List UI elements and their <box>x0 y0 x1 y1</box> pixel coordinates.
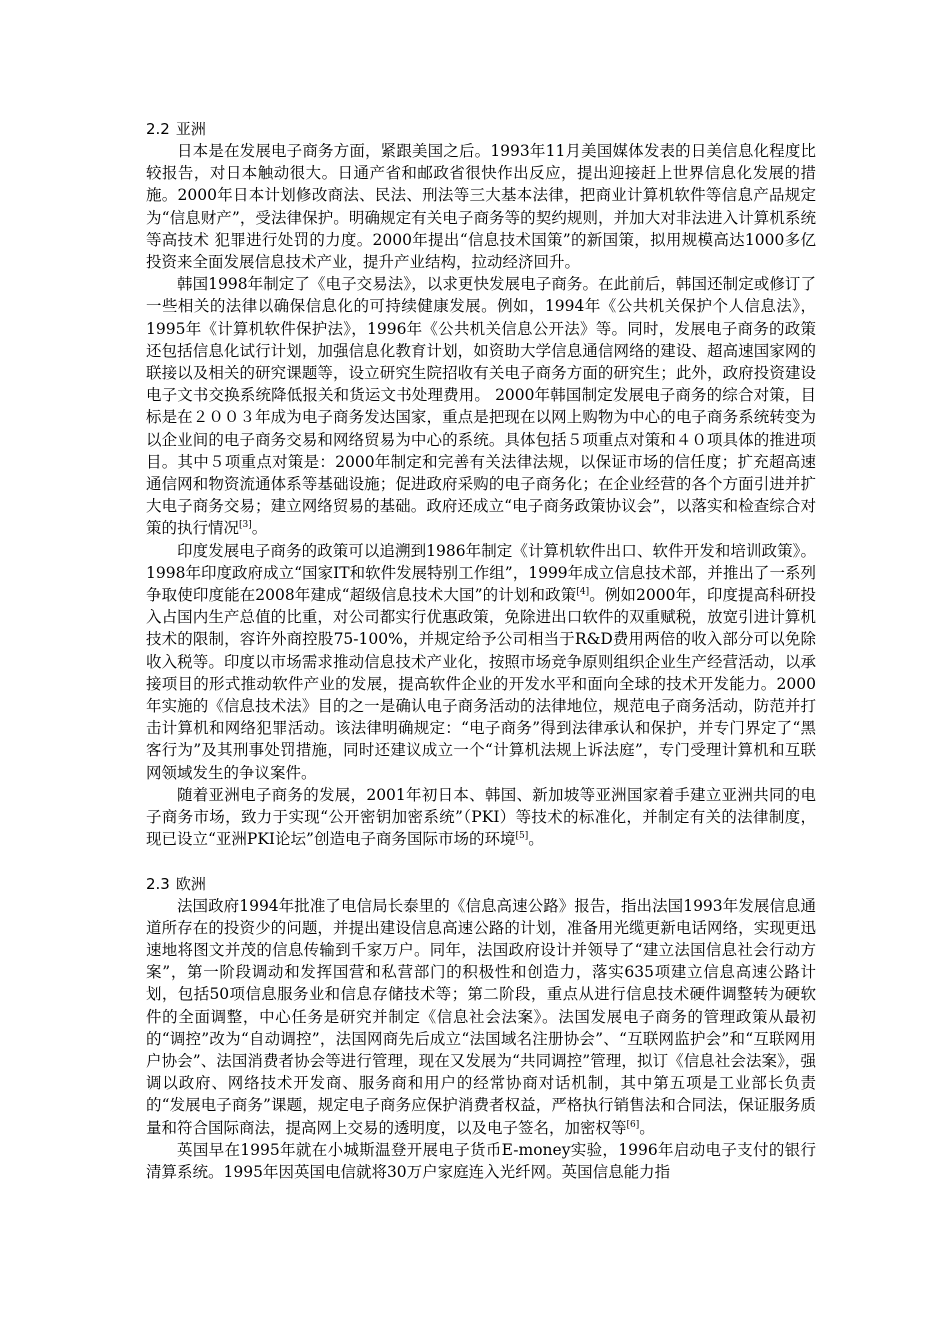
paragraph-uk <box>146 1139 816 1183</box>
paragraph-text: 法国政府1994年批准了电信局长泰里的《信息高速公路》报告，指出法国1993年发展信息通道所存在的投资少的问题，并提出建设信息高速公路的计划，准备用光缆更新电话网络，实现更迅速地将图文并茂的信息传输到千家万户。同年，法国政府设计并领导了“建立法国信息社会行动方案”，第一阶段调动和发挥国营和私营部门的积极性和创造力，落实635项建立信息高速公路计划，包括50项信息服务业和信息存储技术等；第二阶段，重点从进行信息技术硬件调整转为硬软件的全面调整，中心任务是研究并制定《信息社会法案》。法国发展电子商务的管理政策从最初的“调控”改为“自动调控”，法国网商先后成立“法国域名注册协会”、“互联网监护会”和“互联网用户协会”、法国消费者协会等进行管理，现在又发展为“共同调控”管理，拟订《信息社会法案》，强调以政府、网络技术开发商、服务商和用户的经常协商对话机制，其中第五项是工业部长负责的“发展电子商务”课题，规定电子商务应保护消费者权益，严格执行销售法和合同法，保证服务质量和符合国际商法，提高网上交易的透明度，以及电子签名，加密权等 <box>146 896 816 1137</box>
citation: [5] <box>515 831 529 842</box>
paragraph-india <box>146 540 816 784</box>
document-page <box>146 118 816 1183</box>
citation: [3] <box>239 520 252 531</box>
citation: [6] <box>626 1119 640 1130</box>
section-heading-europe <box>146 873 816 895</box>
paragraph-tail: 。例如2000年，印度提高科研投入占国内生产总值的比重，对公司都实行优惠政策，免除进出口软件的双重赋税，放宽引进计算机技术的限制，容许外商控股75-100%，并规定给予公司相当于R&D费用两倍的收入部分可以免除收入税等。印度以市场需求推动信息技术产业化，按照市场竞争原则组织企业生产经营活动，以承接项目的形式推动软件产业的发展，提高软件企业的开发水平和面向全球的技术开发能力。2000年实施的《信息技术法》目的之一是确认电子商务活动的法律地位，规范电子商务活动，防范并打击计算机和网络犯罪活动。该法律明确规定：“电子商务”得到法律承认和保护，并专门界定了“黑客行为”及其刑事处罚措施，同时还建议成立一个“计算机法规上诉法庭”，专门受理计算机和互联网领域发生的争议案件。 <box>146 586 817 782</box>
section-number: 2.3 <box>146 874 170 893</box>
section-title: 欧洲 <box>175 874 206 893</box>
paragraph-text: 日本是在发展电子商务方面，紧跟美国之后。1993年11月美国媒体发表的日美信息化程度比较报告，对日本触动很大。日通产省和邮政省很快作出反应，提出迎接赶上世界信息化发展的措施。2000年日本计划修改商法、民法、刑法等三大基本法律，把商业计算机软件等信息产品规定为“信息财产”，受法律保护。明确规定有关电子商务等的契约规则，并加大对非法进入计算机系统等高技术 犯罪进行处罚的力度。2000年提出“信息技术国策”的新国策，拟用规模高达1000多亿投资来全面发展信息技术产业，提升产业结构，拉动经济回升。 <box>146 142 816 272</box>
paragraph-asia-pki <box>146 784 816 851</box>
paragraph-japan <box>146 140 816 273</box>
paragraph-korea <box>146 273 816 539</box>
section-spacer <box>146 851 816 873</box>
paragraph-tail: 。 <box>251 519 268 538</box>
section-title: 亚洲 <box>175 120 206 138</box>
paragraph-tail: 。 <box>528 830 544 849</box>
paragraph-text: 随着亚洲电子商务的发展，2001年初日本、韩国、新加坡等亚洲国家着手建立亚洲共同的电子商务市场，致力于实现“公开密钥加密系统”（PKI）等技术的标准化，并制定有关的法律制度，现已设立“亚洲PKI论坛”创造电子商务国际市场的环境 <box>146 785 816 849</box>
paragraph-france <box>146 895 816 1139</box>
section-number: 2.2 <box>146 120 170 138</box>
paragraph-tail: 。 <box>639 1118 655 1137</box>
citation: [4] <box>576 586 590 597</box>
paragraph-text: 英国早在1995年就在小城斯温登开展电子货币E-money实验，1996年启动电子支付的银行清算系统。1995年因英国电信就将30万户家庭连入光纤网。英国信息能力指 <box>146 1140 816 1181</box>
section-heading-asia <box>146 118 816 140</box>
paragraph-text: 印度发展电子商务的政策可以追溯到1986年制定《计算机软件出口、软件开发和培训政策》。1998年印度政府成立“国家IT和软件发展特别工作组”，1999年成立信息技术部，并推出了一系列争取使印度能在2008年建成“超级信息技术大国”的计划和政策 <box>146 541 816 605</box>
paragraph-text: 韩国1998年制定了《电子交易法》，以求更快发展电子商务。在此前后，韩国还制定或修订了一些相关的法律以确保信息化的可持续健康发展。例如，1994年《公共机关保护个人信息法》，1995年《计算机软件保护法》，1996年《公共机关信息公开法》等。同时，发展电子商务的政策还包括信息化试行计划，加强信息化教育计划，如资助大学信息通信网络的建设、超高速国家网的联接以及相关的研究课题等，设立研究生院招收有关电子商务方面的研究生；此外，政府投资建设电子文书交换系统降低报关和货运文书处理费用。 2000年韩国制定发展电子商务的综合对策，目标是在２００３年成为电子商务发达国家，重点是把现在以网上购物为中心的电子商务系统转变为以企业间的电子商务交易和网络贸易为中心的系统。具体包括５项重点对策和４０项具体的推进项目。其中５项重点对策是：2000年制定和完善有关法律法规，以保证市场的信任度；扩充超高速通信网和物资流通体系等基础设施；促进政府采购的电子商务化；在企业经营的各个方面引进并扩大电子商务交易；建立网络贸易的基础。政府还成立“电子商务政策协议会”，以落实和检查综合对策的执行情况 <box>146 275 816 538</box>
